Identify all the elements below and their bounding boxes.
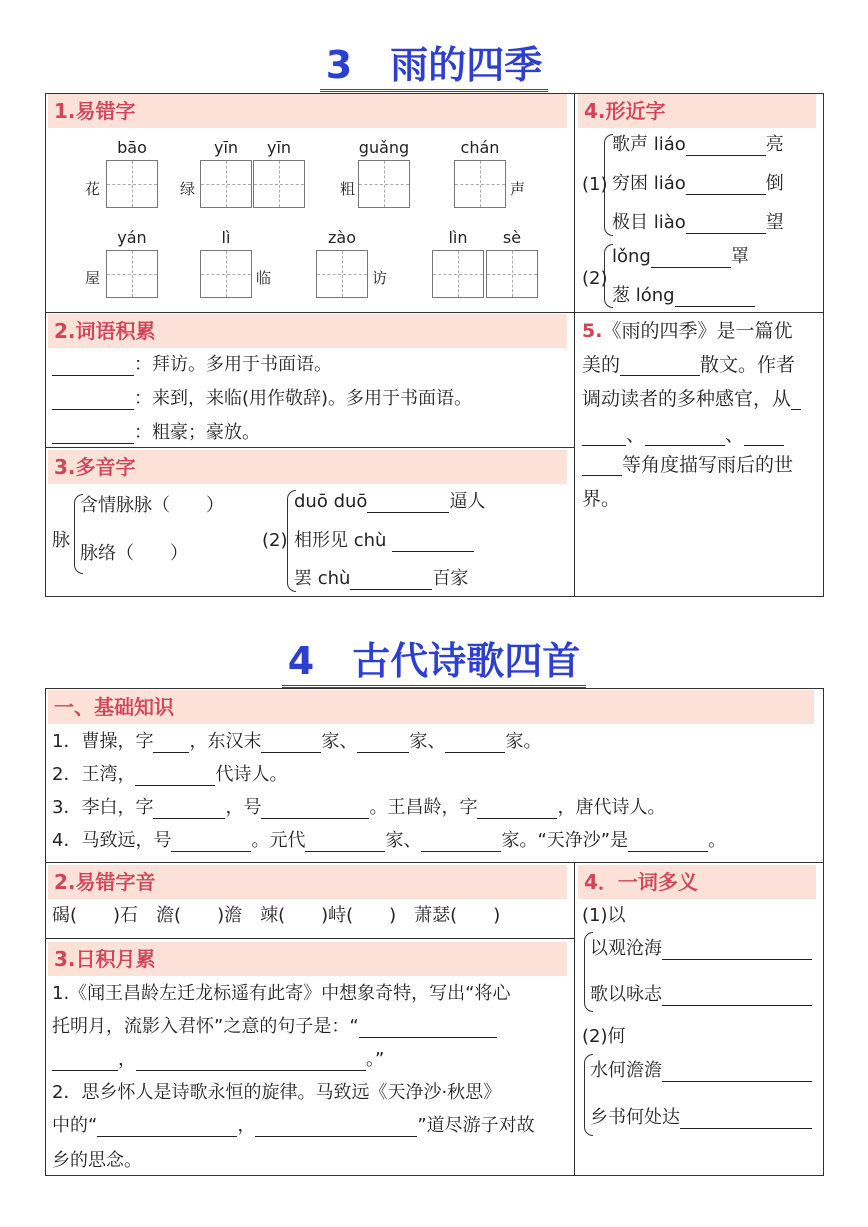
s5-text: 散文。作者 — [700, 354, 796, 376]
word-end: 亮 — [765, 134, 784, 155]
pinyin: lìn — [448, 228, 468, 247]
section-label-3b: 3.日积月累 — [48, 942, 567, 976]
answer-blank[interactable] — [52, 391, 134, 410]
lesson3-row-divider — [45, 312, 824, 313]
item-text: 百家 — [432, 568, 469, 589]
word-end: 罩 — [730, 246, 749, 267]
writing-box[interactable] — [486, 250, 538, 298]
answer-blank[interactable] — [645, 427, 725, 446]
section-label-4: 4.形近字 — [578, 94, 816, 128]
answer-blank[interactable] — [675, 288, 755, 307]
polysemy-item: 以观沧海 — [590, 938, 812, 960]
char: 屋 — [85, 269, 101, 287]
accum-line: 中的“ ， ”道尽游子对故 — [52, 1115, 535, 1136]
polyphone-char: 脉 — [52, 530, 70, 551]
answer-blank[interactable] — [359, 1019, 497, 1038]
word-line — [612, 173, 784, 195]
item-number: (1) — [582, 174, 608, 195]
pinyin: yán — [117, 228, 147, 247]
section-label-2b: 2.易错字音 — [48, 865, 567, 899]
word-line — [612, 212, 784, 234]
section-label-3: 3.多音字 — [48, 450, 567, 484]
word-line — [612, 134, 784, 156]
pinyin: bāo — [117, 138, 147, 157]
polyphone-item — [294, 568, 468, 590]
accum-line: 1.《闻王昌龄左迁龙标遥有此寄》中想象奇特，写出“将心 — [52, 983, 511, 1004]
word-text: 葱 lóng — [612, 285, 675, 306]
answer-blank[interactable] — [686, 215, 766, 234]
answer-blank[interactable] — [52, 1052, 118, 1071]
basic-q2: 2．王湾， 代诗人。 — [52, 764, 288, 785]
polyphone-item: 含情脉脉（ ） — [80, 495, 224, 516]
item-number: (2) — [262, 530, 288, 551]
s5-text: 《雨的四季》是一篇优 — [602, 320, 793, 342]
pinyin: sè — [502, 228, 522, 247]
answer-blank[interactable] — [261, 800, 369, 819]
answer-blank[interactable] — [662, 987, 812, 1006]
lesson3-s3-divider — [45, 447, 574, 448]
answer-blank[interactable] — [153, 800, 225, 819]
char: 绿 — [180, 180, 196, 198]
writing-box[interactable] — [106, 250, 158, 298]
answer-blank[interactable] — [582, 457, 622, 476]
char: 花 — [85, 180, 101, 198]
pronunciation-line: 碣( )石 澹( )澹 竦( )峙( ) 萧瑟( ) — [52, 905, 501, 926]
s5-line — [582, 388, 801, 410]
item-number: (2) — [582, 268, 608, 289]
answer-blank[interactable] — [136, 1052, 366, 1071]
word-end: 望 — [765, 212, 784, 233]
word-line — [612, 285, 755, 307]
answer-blank[interactable] — [628, 833, 708, 852]
word-text: 歌声 liáo — [612, 134, 686, 155]
polyphone-item — [294, 491, 485, 513]
char: 粗 — [340, 180, 356, 198]
writing-box[interactable] — [200, 250, 252, 298]
answer-blank[interactable] — [171, 833, 251, 852]
lesson4-row-divider — [45, 862, 824, 863]
polyphone-item: 脉络（ ） — [80, 543, 188, 564]
answer-blank[interactable] — [392, 533, 474, 552]
writing-box[interactable] — [432, 250, 484, 298]
writing-box[interactable] — [200, 160, 252, 208]
item-text: 相形见 chù — [294, 530, 387, 551]
vocab-text: ：来到，来临(用作敬辞)。多用于书面语。 — [134, 388, 473, 409]
item-text: 罢 chù — [294, 568, 351, 589]
answer-blank[interactable] — [153, 734, 189, 753]
word-line — [612, 246, 749, 268]
lesson3-title: 3 雨的四季 — [0, 34, 868, 89]
polysemy-item: 歌以咏志 — [590, 984, 812, 1006]
answer-blank[interactable] — [582, 427, 626, 446]
writing-box[interactable] — [106, 160, 158, 208]
writing-box[interactable] — [454, 160, 506, 208]
s5-line — [582, 320, 792, 342]
item-text: 逼人 — [449, 491, 486, 512]
lesson3-divider — [574, 93, 575, 597]
basic-q1: 1．曹操，字 ，东汉末 家、 家、 家。 — [52, 731, 542, 752]
answer-blank[interactable] — [445, 734, 505, 753]
answer-blank[interactable] — [97, 1118, 237, 1137]
s5-line — [582, 454, 793, 476]
vocab-line — [52, 422, 260, 444]
s5-number: 5. — [582, 320, 603, 342]
polyphone-item — [294, 530, 474, 552]
answer-blank[interactable] — [651, 249, 731, 268]
lesson4-s3-divider — [45, 938, 574, 939]
word-text: 穷困 liáo — [612, 173, 686, 194]
answer-blank[interactable] — [305, 833, 385, 852]
word-text: 极目 liào — [612, 212, 686, 233]
answer-blank[interactable] — [52, 357, 134, 376]
polysemy-item: 乡书何处达 — [590, 1107, 812, 1129]
answer-blank[interactable] — [662, 1063, 812, 1082]
pinyin: zào — [328, 228, 356, 247]
polysemy-heading: (1)以 — [582, 905, 626, 926]
vocab-text: ：拜访。多用于书面语。 — [134, 354, 332, 375]
item-text: duō duō — [294, 491, 368, 512]
writing-box[interactable] — [253, 160, 305, 208]
char: 声 — [510, 180, 526, 198]
answer-blank[interactable] — [135, 767, 215, 786]
answer-blank[interactable] — [686, 176, 766, 195]
char: 访 — [372, 269, 388, 287]
answer-blank[interactable] — [52, 425, 134, 444]
answer-blank[interactable] — [744, 427, 784, 446]
answer-blank[interactable] — [662, 941, 812, 960]
vocab-text: ：粗豪；豪放。 — [134, 422, 260, 443]
pinyin: chán — [460, 138, 500, 157]
s5-text: 美的 — [582, 354, 621, 376]
lesson4-divider — [574, 862, 575, 1176]
lesson4-title: 4 古代诗歌四首 — [0, 630, 868, 685]
word-text: lǒng — [612, 246, 651, 267]
char: 临 — [256, 269, 272, 287]
section-label-4b: 4．一词多义 — [578, 865, 816, 899]
pinyin: yīn — [266, 138, 292, 157]
answer-blank[interactable] — [680, 1110, 812, 1129]
s5-line: 、 、 — [582, 424, 784, 446]
basic-q4: 4．马致远，号 。元代 家、 家。“天净沙”是 。 — [52, 830, 727, 851]
section-label-2: 2.词语积累 — [48, 314, 567, 348]
answer-blank[interactable] — [350, 571, 432, 590]
answer-blank[interactable] — [367, 494, 449, 513]
section-label-basic: 一、基础知识 — [48, 690, 814, 724]
word-end: 倒 — [765, 173, 784, 194]
accum-line: 2．思乡怀人是诗歌永恒的旋律。马致远《天净沙·秋思》 — [52, 1082, 502, 1103]
accum-line: ， 。” — [52, 1049, 384, 1071]
writing-box[interactable] — [316, 250, 368, 298]
answer-blank[interactable] — [791, 391, 801, 410]
accum-line: 托明月，流影入君怀”之意的句子是：“ — [52, 1016, 497, 1038]
pinyin: lì — [221, 228, 231, 247]
vocab-line — [52, 354, 332, 376]
writing-box[interactable] — [358, 160, 410, 208]
basic-q3: 3．李白，字 ，号 。王昌龄，字 ，唐代诗人。 — [52, 797, 666, 818]
answer-blank[interactable] — [620, 357, 700, 376]
s5-text: 调动读者的多种感官，从 — [582, 388, 792, 410]
section-label-1: 1.易错字 — [48, 94, 567, 128]
polysemy-heading: (2)何 — [582, 1026, 626, 1047]
answer-blank[interactable] — [477, 800, 557, 819]
answer-blank[interactable] — [421, 833, 501, 852]
answer-blank[interactable] — [255, 1118, 417, 1137]
answer-blank[interactable] — [357, 734, 409, 753]
answer-blank[interactable] — [686, 137, 766, 156]
s5-line — [582, 354, 795, 376]
accum-line: 乡的思念。 — [52, 1150, 142, 1171]
vocab-line — [52, 388, 472, 410]
answer-blank[interactable] — [261, 734, 321, 753]
pinyin: yīn — [213, 138, 239, 157]
polysemy-item: 水何澹澹 — [590, 1060, 812, 1082]
s5-line: 界。 — [582, 488, 621, 510]
s5-text: 等角度描写雨后的世 — [622, 454, 794, 476]
pinyin: guǎng — [358, 138, 410, 157]
